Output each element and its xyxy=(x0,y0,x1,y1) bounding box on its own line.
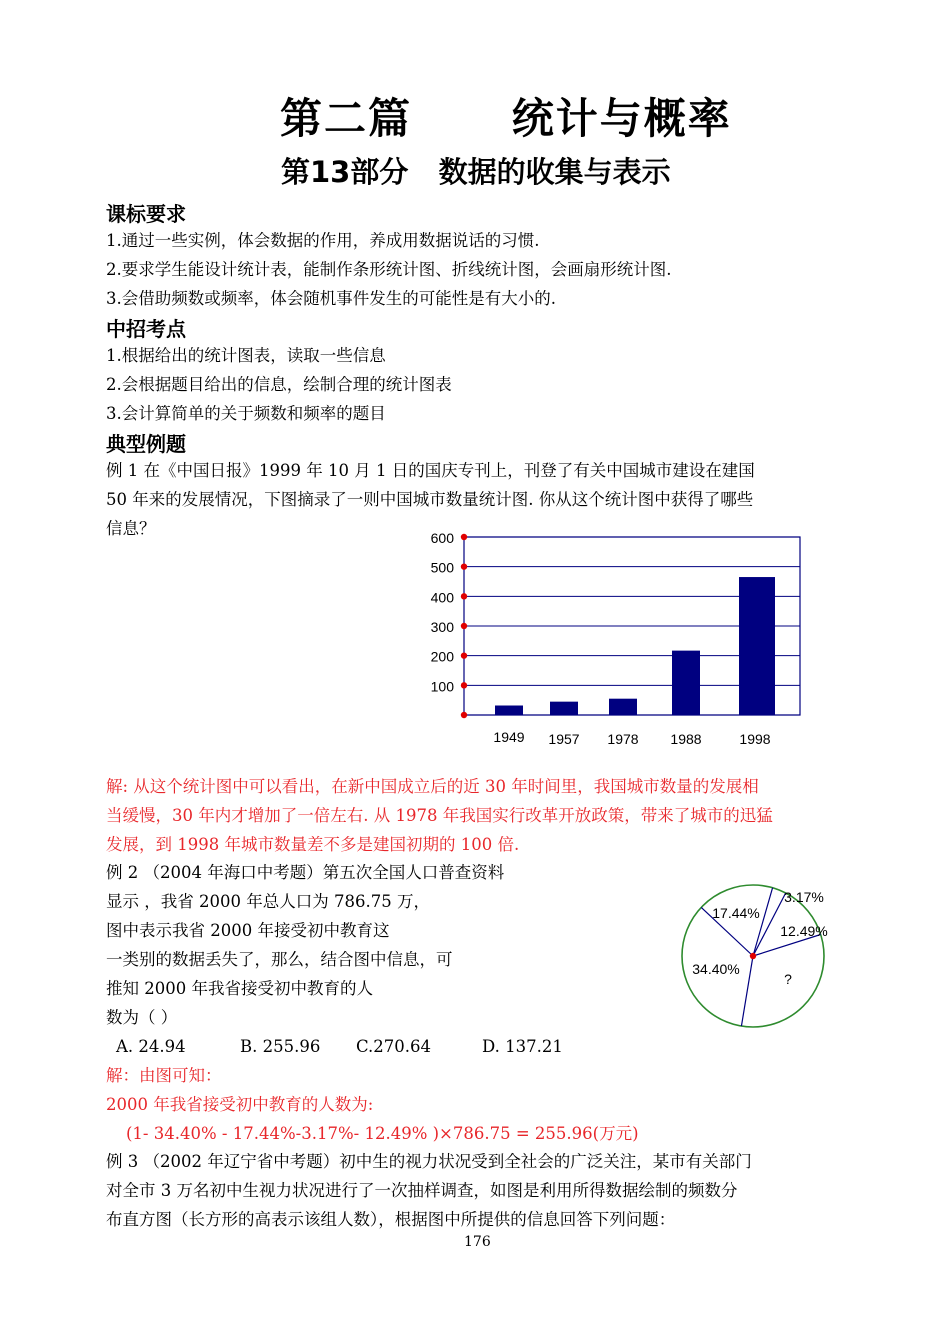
x-tick-label: 1978 xyxy=(607,731,639,747)
city-count-bar-chart xyxy=(410,522,820,762)
example2-line: 图中表示我省 2000 年接受初中教育这 xyxy=(106,921,390,940)
example2-line: 数为（ ） xyxy=(106,1008,178,1027)
page-number: 176 xyxy=(464,1234,491,1250)
example2-line: 推知 2000 年我省接受初中教育的人 xyxy=(106,979,373,998)
pie-slice-divider xyxy=(741,956,753,1026)
option-a: A. 24.94 xyxy=(116,1037,186,1056)
axis-dot xyxy=(461,593,467,599)
education-pie-chart xyxy=(676,878,836,1032)
y-tick-label: 600 xyxy=(430,530,454,546)
bar xyxy=(495,706,523,715)
y-tick-label: 200 xyxy=(430,648,454,665)
example1-line: 例 1 在《中国日报》1999 年 10 月 1 日的国庆专刊上，刊登了有关中国城市建设在建国 xyxy=(106,461,755,480)
option-b: B. 255.96 xyxy=(240,1037,321,1056)
option-d: D. 137.21 xyxy=(482,1037,563,1056)
bar xyxy=(739,577,775,715)
curriculum-item: 3.会借助频数或频率，体会随机事件发生的可能性是有大小的. xyxy=(106,289,556,308)
axis-dot xyxy=(461,623,467,629)
axis-dot xyxy=(461,712,467,718)
y-tick-label: 100 xyxy=(430,678,454,695)
pie-slice-label: 34.40% xyxy=(692,961,740,977)
x-tick-label: 1998 xyxy=(739,731,771,747)
x-tick-label: 1949 xyxy=(493,729,525,745)
x-tick-label: 1988 xyxy=(670,731,702,747)
exam-point-item: 1.根据给出的统计图表，读取一些信息 xyxy=(106,346,386,365)
exam-point-item: 2.会根据题目给出的信息，绘制合理的统计图表 xyxy=(106,375,452,394)
pie-slice-divider xyxy=(753,888,773,956)
example1-answer-line: 当缓慢，30 年内才增加了一倍左右. 从 1978 年我国实行改革开放政策，带来了城市的迅猛 xyxy=(106,806,773,825)
bar xyxy=(609,699,637,715)
example1-line: 信息？ xyxy=(106,519,156,538)
example2-line: 显示 ，我省 2000 年总人口为 786.75 万， xyxy=(106,892,430,911)
section-heading-curriculum: 课标要求 xyxy=(106,202,186,226)
option-c: C.270.64 xyxy=(356,1037,432,1056)
pie-slice-label: 3.17% xyxy=(784,889,824,905)
example3-line: 对全市 3 万名初中生视力状况进行了一次抽样调查，如图是利用所得数据绘制的频数分 xyxy=(106,1181,738,1200)
axis-dot xyxy=(461,534,467,540)
example1-line: 50 年来的发展情况，下图摘录了一则中国城市数量统计图. 你从这个统计图中获得了哪些 xyxy=(106,490,754,509)
x-tick-label: 1957 xyxy=(548,731,580,747)
example2-line: 一类别的数据丢失了，那么，结合图中信息，可 xyxy=(106,950,453,969)
example2-line: 例 2 （2004 年海口中考题）第五次全国人口普查资料 xyxy=(106,863,505,882)
page-subtitle: 第13部分 数据的收集与表示 xyxy=(281,155,671,189)
example3-line: 布直方图（长方形的高表示该组人数），根据图中所提供的信息回答下列问题： xyxy=(106,1210,676,1229)
section-heading-examples: 典型例题 xyxy=(106,432,186,456)
curriculum-item: 1.通过一些实例，体会数据的作用，养成用数据说话的习惯. xyxy=(106,231,540,250)
pie-center-dot xyxy=(750,953,756,959)
example1-answer-line: 解: 从这个统计图中可以看出，在新中国成立后的近 30 年时间里，我国城市数量的发展相 xyxy=(106,777,759,796)
example1-answer-line: 发展，到 1998 年城市数量差不多是建国初期的 100 倍. xyxy=(106,835,520,854)
example2-answer-line: 解：由图可知： xyxy=(106,1066,222,1085)
axis-dot xyxy=(461,652,467,658)
bar xyxy=(672,651,700,715)
pie-slice-label: ? xyxy=(784,971,792,987)
y-tick-label: 300 xyxy=(430,619,454,635)
bar xyxy=(550,702,578,715)
section-heading-exam-points: 中招考点 xyxy=(106,317,186,341)
pie-slice-label: 17.44% xyxy=(712,905,760,921)
axis-dot xyxy=(461,563,467,569)
axis-dot xyxy=(461,682,467,688)
y-tick-label: 400 xyxy=(430,589,454,606)
example2-answer-line: 2000 年我省接受初中教育的人数为: xyxy=(106,1095,374,1114)
pie-slice-label: 12.49% xyxy=(780,923,828,939)
example2-answer-line: (1- 34.40% - 17.44%-3.17%- 12.49% )×786.75 = 255.96(万元) xyxy=(126,1124,639,1143)
page-title: 第二篇 统计与概率 xyxy=(280,94,732,143)
example3-line: 例 3 （2002 年辽宁省中考题）初中生的视力状况受到全社会的广泛关注，某市有关部门 xyxy=(106,1152,752,1171)
y-tick-label: 500 xyxy=(430,559,454,576)
exam-point-item: 3.会计算简单的关于频数和频率的题目 xyxy=(106,404,386,423)
curriculum-item: 2.要求学生能设计统计表，能制作条形统计图、折线统计图，会画扇形统计图. xyxy=(106,260,672,279)
